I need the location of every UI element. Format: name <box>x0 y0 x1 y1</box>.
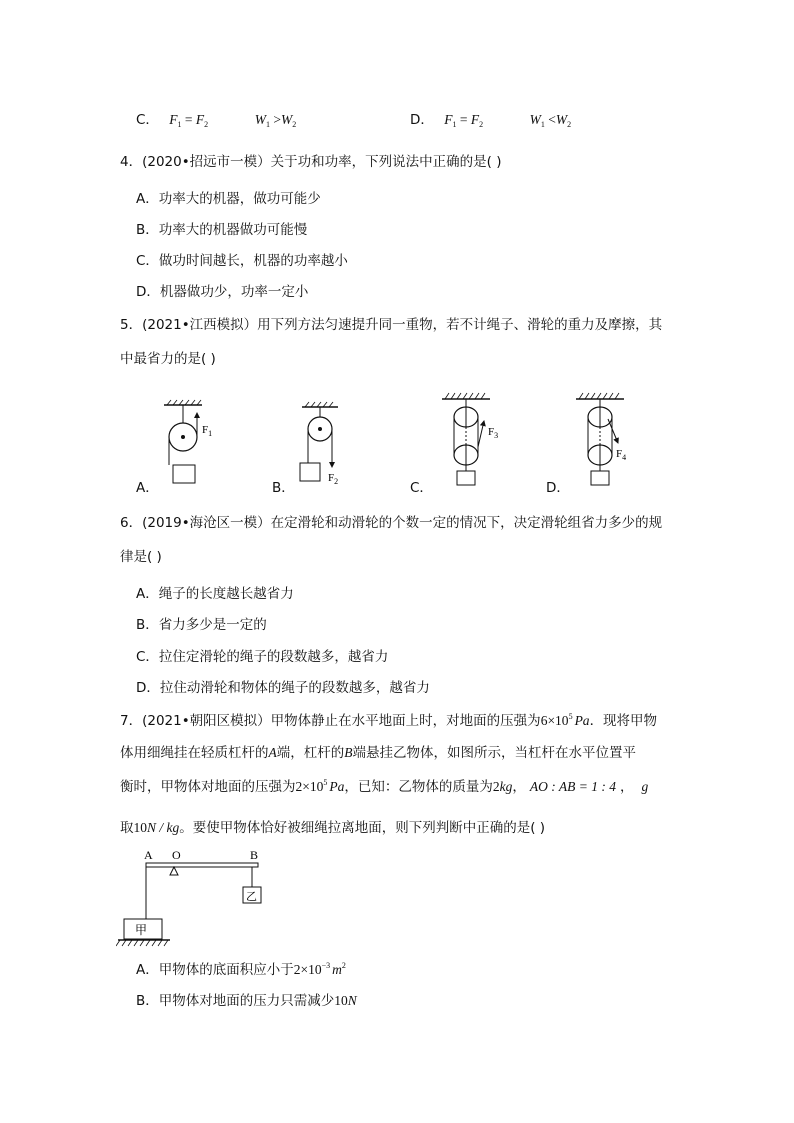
svg-text:甲: 甲 <box>135 923 148 937</box>
q6-option-c[interactable]: C．拉住定滑轮的绳子的段数越多，越省力 <box>136 649 389 665</box>
fulcrum <box>170 867 178 875</box>
q4-option-d[interactable]: D．机器做功少，功率一定小 <box>136 284 309 300</box>
q5-option-c[interactable]: C． <box>410 480 433 496</box>
q7-stem-line1: 7．(2021•朝阳区模拟）甲物体静止在水平地面上时，对地面的压强为$6\times 10^5$ Pa．现将甲物 <box>120 712 658 729</box>
q4-option-a[interactable]: A．功率大的机器，做功可能少 <box>136 191 321 207</box>
q6-option-b[interactable]: B．省力多少是一定的 <box>136 617 267 633</box>
q5-option-d[interactable]: D． <box>546 480 570 496</box>
pulley-a <box>164 400 212 483</box>
q6-option-d[interactable]: D．拉住动滑轮和物体的绳子的段数越多，越省力 <box>136 680 430 696</box>
q7-stem-line3: 衡时，甲物体对地面的压强为$2\times 10^5$ Pa，已知：乙物体的质量为2kg， AO : AB = 1 : 4 ， g <box>120 778 649 795</box>
q5-stem-line1: 5．(2021•江西模拟）用下列方法匀速提升同一重物，若不计绳子、滑轮的重力及摩擦，其 <box>120 317 663 333</box>
pulley-d <box>576 393 626 485</box>
force-f2-label: $F_2$ <box>328 472 339 486</box>
pulley-b <box>300 402 338 486</box>
q7-option-b[interactable]: B．甲物体对地面的压力只需减少10N <box>136 993 357 1009</box>
point-a-label: A <box>144 848 153 862</box>
q5-option-a[interactable]: A． <box>136 480 159 496</box>
q5-option-b[interactable]: B． <box>272 480 295 496</box>
q6-option-a[interactable]: A．绳子的长度越长越省力 <box>136 586 294 602</box>
point-o-label: O <box>172 848 181 862</box>
q6-stem-line2: 律是( ) <box>120 549 162 565</box>
q3-option-d[interactable] <box>410 108 571 129</box>
lever-bar <box>146 863 258 867</box>
svg-text:乙: 乙 <box>246 891 257 903</box>
q5-stem-line2: 中最省力的是( ) <box>120 351 216 367</box>
pulley-c <box>442 393 498 485</box>
q7-stem-line4: 取10N / kg。要使甲物体恰好被细绳拉离地面，则下列判断中正确的是( ) <box>120 820 546 836</box>
q7-stem-line2: 体用细绳挂在轻质杠杆的A端，杠杆的B端悬挂乙物体，如图所示，当杠杆在水平位置平 <box>120 745 636 761</box>
point-b-label: B <box>250 848 259 862</box>
q4-option-c[interactable]: C．做功时间越长，机器的功率越小 <box>136 253 348 269</box>
q3-option-c[interactable] <box>136 108 296 129</box>
q3-option-c-label: C． <box>136 112 159 128</box>
q4-stem: 4．(2020•招远市一模）关于功和功率，下列说法中正确的是( ) <box>120 154 502 170</box>
q3-option-c-formula: $F_1 = F_2$ $W_1 >W_2$ <box>169 112 297 129</box>
q6-stem-line1: 6．(2019•海沧区一模）在定滑轮和动滑轮的个数一定的情况下，决定滑轮组省力多少的规 <box>120 515 663 531</box>
force-f3-label: $F_3$ <box>488 426 499 440</box>
force-f1-label: $F_1$ <box>202 424 213 438</box>
q7-lever-figure <box>116 843 286 949</box>
q5-pulley-figure <box>120 385 680 493</box>
q3-option-d-label: D． <box>410 112 434 128</box>
q3-option-d-formula: $F_1 = F_2$ $W_1 <W_2$ <box>444 112 572 129</box>
q4-option-b[interactable]: B．功率大的机器做功可能慢 <box>136 222 308 238</box>
force-f4-label: $F_4$ <box>616 448 627 462</box>
q7-option-a[interactable]: A．甲物体的底面积应小于$2\times 10^{-3}$ $m^2$ <box>136 961 346 978</box>
